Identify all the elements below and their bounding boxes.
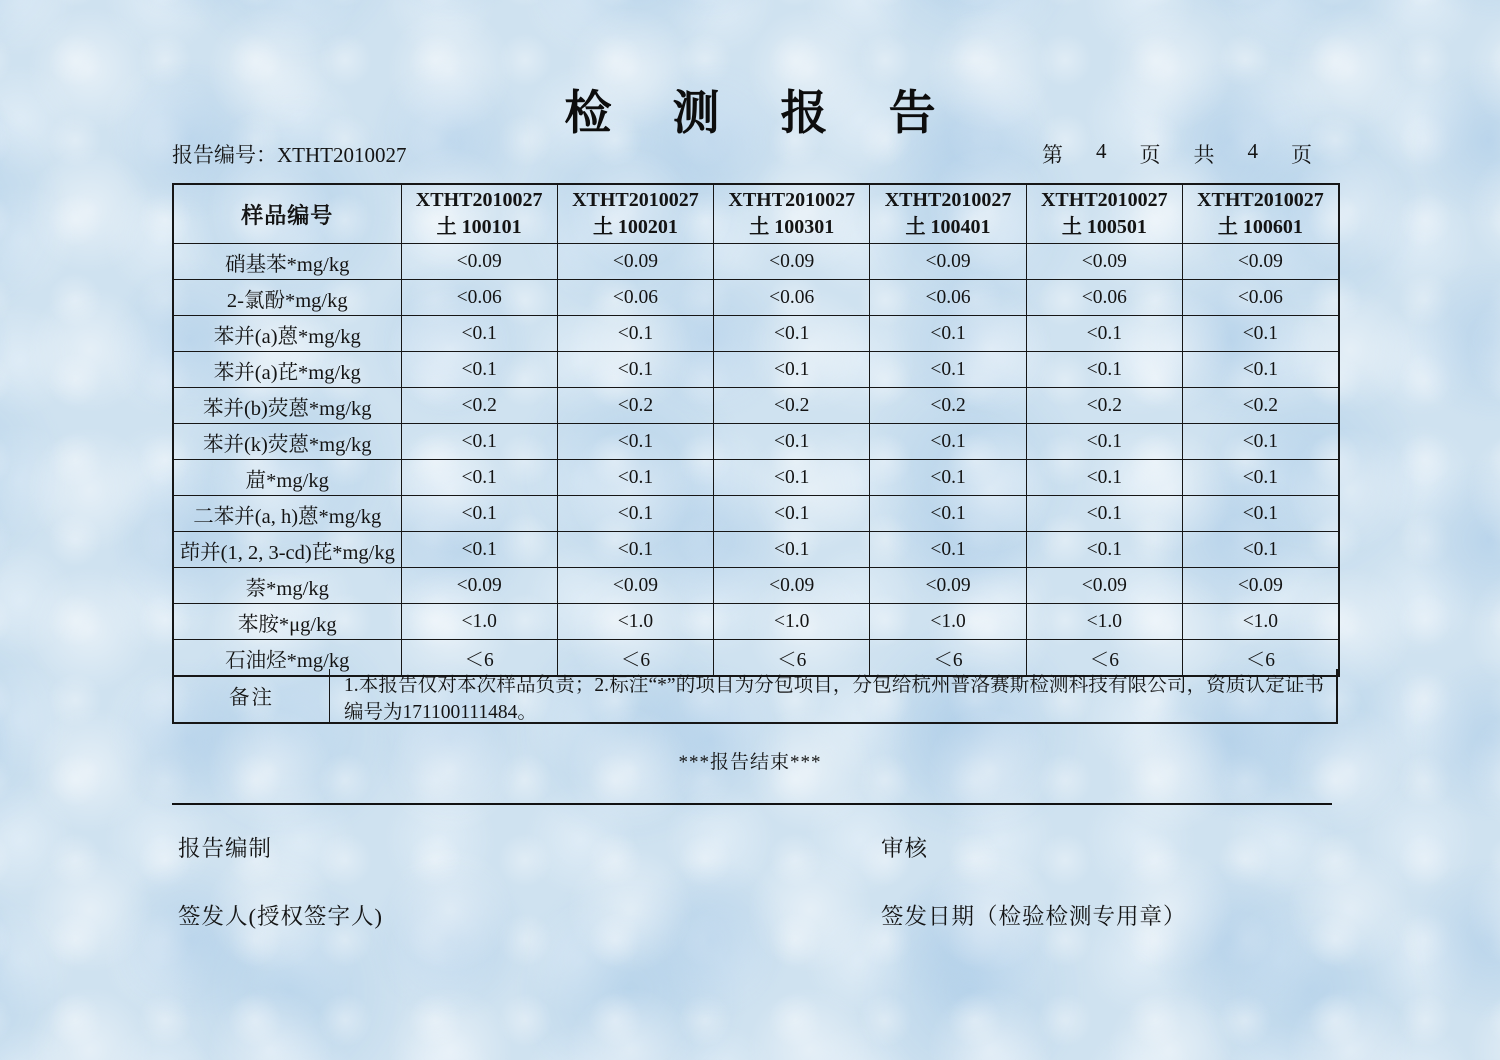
parameter-label-cell: 䓛*mg/kg xyxy=(173,460,401,496)
results-table-body xyxy=(173,244,1339,677)
table-row xyxy=(173,496,1339,532)
table-row xyxy=(173,352,1339,388)
value-cell: <0.1 xyxy=(714,460,870,496)
table-row xyxy=(173,424,1339,460)
table-row xyxy=(173,604,1339,640)
table-row xyxy=(173,532,1339,568)
parameter-label-cell: 硝基苯*mg/kg xyxy=(173,244,401,280)
value-cell: ＜6 xyxy=(870,640,1026,677)
sample-column-header: XTHT2010027 土 100201 xyxy=(557,184,713,244)
value-cell: <0.06 xyxy=(870,280,1026,316)
value-cell: <0.1 xyxy=(401,316,557,352)
header-row xyxy=(173,184,1339,244)
value-cell: <0.09 xyxy=(870,244,1026,280)
pagination-ye1: 页 xyxy=(1139,143,1161,167)
parameter-label-cell: 苯并(b)荧蒽*mg/kg xyxy=(173,388,401,424)
table-row xyxy=(173,280,1339,316)
value-cell: <0.09 xyxy=(1182,244,1338,280)
value-cell: <0.1 xyxy=(870,352,1026,388)
prepared-by-label: 报告编制 xyxy=(178,836,273,861)
parameter-label-cell: 二苯并(a, h)蒽*mg/kg xyxy=(173,496,401,532)
value-cell: <0.09 xyxy=(1182,568,1338,604)
value-cell: <0.1 xyxy=(1182,460,1338,496)
value-cell: <0.1 xyxy=(1026,352,1182,388)
value-cell: <0.06 xyxy=(1182,280,1338,316)
parameter-label-cell: 苯胺*μg/kg xyxy=(173,604,401,640)
value-cell: <0.09 xyxy=(1026,568,1182,604)
sample-column-header: XTHT2010027 土 100601 xyxy=(1182,184,1338,244)
sample-id-corner-header: 样品编号 xyxy=(173,184,401,244)
end-of-report-note: ***报告结束*** xyxy=(678,752,822,773)
value-cell: <0.09 xyxy=(557,568,713,604)
value-cell: <0.09 xyxy=(401,568,557,604)
value-cell: <0.2 xyxy=(870,388,1026,424)
table-row xyxy=(173,460,1339,496)
value-cell: <0.1 xyxy=(1182,496,1338,532)
value-cell: <0.2 xyxy=(714,388,870,424)
signer-label: 签发人(授权签字人) xyxy=(178,904,383,929)
value-cell: <0.1 xyxy=(557,460,713,496)
pagination-total-number: 4 xyxy=(1247,139,1258,163)
value-cell: <0.1 xyxy=(1026,316,1182,352)
value-cell: <0.1 xyxy=(401,352,557,388)
review-label: 审核 xyxy=(881,836,929,861)
value-cell: <0.1 xyxy=(714,532,870,568)
value-cell: <0.1 xyxy=(1026,460,1182,496)
value-cell: <0.1 xyxy=(714,496,870,532)
sample-column-header: XTHT2010027 土 100101 xyxy=(401,184,557,244)
parameter-label-cell: 萘*mg/kg xyxy=(173,568,401,604)
value-cell: <0.06 xyxy=(557,280,713,316)
value-cell: <0.06 xyxy=(1026,280,1182,316)
value-cell: <1.0 xyxy=(401,604,557,640)
value-cell: <0.09 xyxy=(557,244,713,280)
parameter-label-cell: 苯并(a)蒽*mg/kg xyxy=(173,316,401,352)
table-row xyxy=(173,568,1339,604)
sample-column-header: XTHT2010027 土 100301 xyxy=(714,184,870,244)
results-table xyxy=(172,183,1340,677)
value-cell: <0.2 xyxy=(557,388,713,424)
value-cell: <0.09 xyxy=(714,244,870,280)
pagination-gong: 共 xyxy=(1193,143,1215,167)
value-cell: <0.1 xyxy=(557,352,713,388)
divider-line xyxy=(172,803,1332,805)
value-cell: <0.1 xyxy=(714,352,870,388)
parameter-label-cell: 苯并(k)荧蒽*mg/kg xyxy=(173,424,401,460)
value-cell: <0.1 xyxy=(1026,424,1182,460)
report-number: 报告编号：XTHT2010027 xyxy=(172,143,407,167)
value-cell: <0.1 xyxy=(1182,532,1338,568)
value-cell: <0.1 xyxy=(1182,352,1338,388)
table-row xyxy=(173,244,1339,280)
remark-label: 备注 xyxy=(174,669,330,722)
value-cell: <0.06 xyxy=(714,280,870,316)
value-cell: <1.0 xyxy=(1026,604,1182,640)
value-cell: <0.1 xyxy=(557,424,713,460)
value-cell: <1.0 xyxy=(870,604,1026,640)
pagination-di: 第 xyxy=(1042,143,1063,167)
parameter-label-cell: 2-氯酚*mg/kg xyxy=(173,280,401,316)
value-cell: <0.1 xyxy=(557,316,713,352)
pagination xyxy=(1042,139,1332,169)
value-cell: <0.1 xyxy=(401,460,557,496)
remark-row xyxy=(172,669,1338,724)
value-cell: <0.1 xyxy=(870,460,1026,496)
sample-column-header: XTHT2010027 土 100501 xyxy=(1026,184,1182,244)
value-cell: <0.1 xyxy=(714,316,870,352)
value-cell: ＜6 xyxy=(557,640,713,677)
value-cell: <1.0 xyxy=(1182,604,1338,640)
value-cell: <0.1 xyxy=(557,532,713,568)
table-row xyxy=(173,316,1339,352)
results-table-head xyxy=(173,184,1339,244)
value-cell: <0.2 xyxy=(401,388,557,424)
value-cell: <0.09 xyxy=(714,568,870,604)
table-row xyxy=(173,388,1339,424)
value-cell: <0.1 xyxy=(401,496,557,532)
value-cell: <1.0 xyxy=(714,604,870,640)
value-cell: <0.1 xyxy=(1026,496,1182,532)
value-cell: <0.2 xyxy=(1182,388,1338,424)
value-cell: <0.1 xyxy=(401,532,557,568)
value-cell: <0.09 xyxy=(401,244,557,280)
value-cell: <0.2 xyxy=(1026,388,1182,424)
parameter-label-cell: 茚并(1, 2, 3-cd)芘*mg/kg xyxy=(173,532,401,568)
value-cell: <0.1 xyxy=(1182,316,1338,352)
value-cell: ＜6 xyxy=(1182,640,1338,677)
value-cell: ＜6 xyxy=(1026,640,1182,677)
value-cell: <0.1 xyxy=(557,496,713,532)
page-title: 检 测 报 告 xyxy=(564,86,960,139)
value-cell: <0.1 xyxy=(714,424,870,460)
value-cell: <0.1 xyxy=(870,496,1026,532)
value-cell: <0.1 xyxy=(870,532,1026,568)
value-cell: <0.09 xyxy=(1026,244,1182,280)
value-cell: <0.1 xyxy=(1026,532,1182,568)
value-cell: ＜6 xyxy=(714,640,870,677)
value-cell: <0.06 xyxy=(401,280,557,316)
parameter-label-cell: 石油烃*mg/kg xyxy=(173,640,401,677)
value-cell: <1.0 xyxy=(557,604,713,640)
sample-column-header: XTHT2010027 土 100401 xyxy=(870,184,1026,244)
parameter-label-cell: 苯并(a)芘*mg/kg xyxy=(173,352,401,388)
value-cell: <0.1 xyxy=(1182,424,1338,460)
value-cell: <0.1 xyxy=(870,316,1026,352)
pagination-ye2: 页 xyxy=(1291,143,1312,167)
meta-row xyxy=(172,139,1332,169)
value-cell: <0.1 xyxy=(870,424,1026,460)
pagination-page-number: 4 xyxy=(1096,139,1107,163)
value-cell: <0.1 xyxy=(401,424,557,460)
remark-text: 1.本报告仅对本次样品负责；2.标注“*”的项目为分包项目，分包给杭州普洛赛斯检测科技有限公司，资质认定证书编号为171100111484。 xyxy=(344,674,1324,724)
issue-date-label: 签发日期（检验检测专用章） xyxy=(881,904,1187,929)
value-cell: <0.09 xyxy=(870,568,1026,604)
value-cell: ＜6 xyxy=(401,640,557,677)
